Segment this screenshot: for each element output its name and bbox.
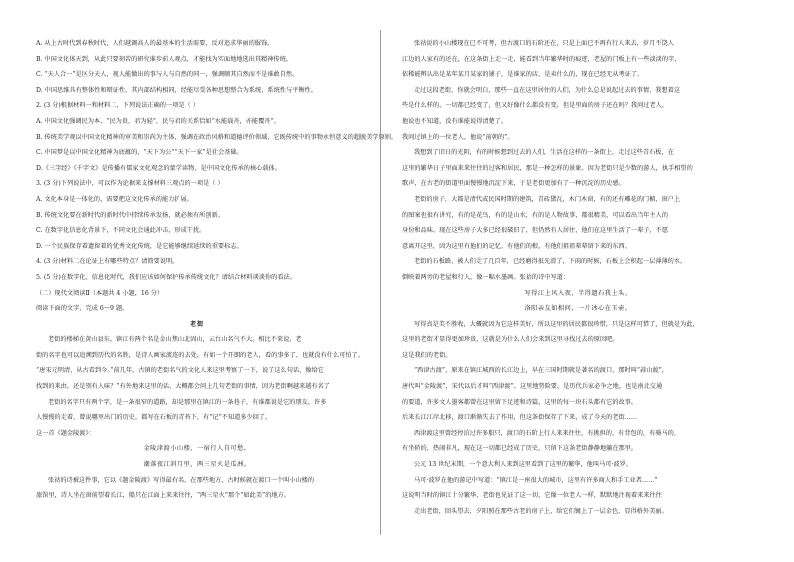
poem-line: 潮落夜江斜月里，两三星火是瓜洲。 [143,461,251,469]
text-line: 这是我们的老街。 [402,351,452,359]
text-line: A. 中国文化强调民为本，“民为贵，君为轻”，民与君的关系恰如“水能载舟，亦能覆舟”。 [36,117,280,125]
poem-line: 写得江上风入夜，半得遗石我上头。 [524,289,632,297]
text-line: 街的名字也可以追溯到历代的名胜，是诗人画家流连的去处，有如一个开朗的老人，看的事多了，也就没有什么可怕了。 [36,351,364,359]
text-line: D. 一个民族保存着遗留着的优秀文化传统，是它能够继续延续的重要标志。 [36,242,243,250]
text-line: 后来长江江岸北移，渡口渐渐失去了作用，但这条街保存了下来，成了今天的老街…… [402,414,638,422]
text-line: 张祜的诗被这件事，它以《题金陵渡》写得最有名，在那些地方，古时候就在渡口一个叫小山楼的 [48,476,315,484]
text-line: 的图案也很有讲究，有的是花鸟，有的是山水，有的是人物故事，都很精美，可以看出当年主人的 [402,211,669,219]
text-line: 这一首《题金陵渡》： [36,429,95,437]
text-line: 的要道，许多文人墨客都曾在这里留下足迹和诗篇，这里的每一块石头都有它的故事。 [402,398,638,406]
text-line: （二）现代文阅读Ⅱ（本题共 4 小题，16 分） [36,289,164,297]
article-title: 老街 [189,320,205,328]
text-line: C. 在数字化信息化背景下，不同文化会通此冲击，形成干扰。 [36,227,206,235]
text-line: 公元 13 世纪末期，一个意大利人来到这里看到了这里的繁华，他叫马可·波罗。 [414,461,632,469]
text-line: 歌声，在古老的街道里面慢慢地沉淀下来，于是老街更加有了一种沉淀的历史感。 [402,180,625,188]
text-line: 3. (3 分)下列说法中，可以作为论据来支撑材料三观点的一项是（ ） [36,180,224,188]
text-line: 些是什么样的，一切都已经变了，但又好像什么都没有变。但是里面的房子还在吗？我问过老人， [402,102,669,110]
text-line: C. 中国梦是以中国文化精神为底蕴的，“天下为公”“天下一家”是社会基础。 [36,149,243,157]
text-line: 江边的人家有的还在，在这条街上走一走，能看到当年繁华时的痕迹，老屋的门板上有一些淡淡的字， [402,55,681,63]
text-line: C. “天人合一”是区分天人，视人能做出的事与人与自然的同一，强调顺其自然而不是谁敢自然。 [36,71,299,79]
text-line: 西津渡这里曾经停泊过许多船只，渡口的石阶上行人来来往往，有挑担的，有背包的，有骑马的， [414,429,681,437]
text-line: 唐代叫“金陵渡”，宋代以后才叫“西津渡”。这里地势险要，是历代兵家必争之地，也是南北交通 [402,383,663,391]
text-line: 走过这段老街，你就会明白，那些一直在这里居住的人们，为什么总是说起过去的事情，我想着这 [414,86,681,94]
text-line: B. 中国文化体天到，从此只要刻苦的研究谁步前人观点，才能找为实面地地选出其精神传统。 [36,55,292,63]
text-line: A. 文化本身是一体化的，需要把这文化传承的能力扩展。 [36,195,193,203]
text-line: 找到的来由，还是别有人味？”有外地来这里的话，大概都会问上几句老街的事情，因为老街啊越来越有名了 [36,383,330,391]
text-line: 张祜说的小山楼现在已不可考，但古渡口的石阶还在，只是上面已不再有行人来去，岁月不饶人 [414,40,674,47]
text-line: 人慢慢的走着，曾说哪里出门的历史，都写在石板的青苔下，有“记”不知道多少回了。 [36,414,272,422]
text-line: 旅馆里，诗人坐在窗前望着长江，船只在江面上来来往往，“两三星火”那个“如此美”的地方。 [36,492,290,500]
text-line: 他说也不知道，没有谁能说得清楚了。 [402,117,508,125]
text-line: 2. (3 分)根据材料一和材料二，下列说法正确的一项是（ ） [36,102,199,110]
text-line: D.《三字经》《千字文》是传播有儒家文化观念的蒙学读物，是中国文化传承的核心载体。 [36,164,281,172]
poem-line: 金陵津渡小山楼，一宿行人自可愁。 [143,445,251,453]
text-line: D. 中国思维具有整体性和辩证性，其内部结构相同，经能尽受各种思想整合为系统、系统性与平衡性。 [36,86,317,94]
text-line: 老街的石板路，被人们走了几百年，已经磨得很光滑了，下雨的时候，石板上会积起一层薄薄的水， [414,258,687,266]
text-line: 走出老街，回头望去，夕阳照在那些古老的房子上，给它们镀上了一层金色，显得格外美丽。 [414,507,668,515]
text-line: 马可·波罗在他的游记中写道：“镇江是一座很大的城市，这里有许多商人和手工业者……” [414,476,658,484]
text-line: 老街的名字只有两个字，是一条很窄的道路，却是那里在镇江的一条巷子，有谁都说是它的朋友，许多 [48,398,327,406]
column-divider [380,30,381,535]
text-line: “唐宋元明清，从古看到今。”前几年，古镇的老街名气的文化人来这里考察了一下，说了这么句话，像给它 [36,367,324,375]
text-line: 有坐轿的，热闹非凡，现在这一切都已经成了历史，只留下这条老街静静地躺在那里。 [402,445,638,453]
text-line: 依稀能辨认出是某年某月某家的铺子，是谁家的店，是卖什么的，现在已经无从考证了。 [402,71,644,79]
text-line: “西津古渡”，原来在镇江城西的长江边上，早在三国时期就是著名的渡口，那时叫“蒜山渡”， [414,367,668,375]
text-line: 这里的老街才显得更加珍贵，这就是为什么人们会来到这里寻找过去的原因吧。 [402,336,619,344]
text-line: 倒映着两旁的老屋和行人，像一幅水墨画。张祜的诗中写道： [402,273,570,281]
text-line: 阅读下面的文字，完成 6～9 题。 [36,305,129,313]
text-line: 5. (5 分)在数字化、信息化时代，我们应该如何保护传承传统文化？请结合材料谈谈你的看法。 [36,273,296,281]
text-line: 写得真是美不胜收，大概就因为它这样美好，所以这里的居民都很珍惜，只是这样可惜了，但就是为此， [414,320,699,328]
text-line: A. 从上古时代到春秋时代，人们越调高人的最基本的生活需要，反对追求华丽的服饰。 [36,40,274,47]
text-line: 我想到了旧日的光阴，有的时候想到过去的人们，生活在这样的一条街上，走过这些青石板，在 [414,149,674,157]
left-column [36,36,398,504]
text-line: 身份和品味。现在这些房子大多已经很破旧了，但仍然有人居住，他们在这里生活了一辈子，不愿 [402,227,669,235]
text-line: 意离开这里，因为这里有他们的记忆，有他们的根，有他们祖祖辈辈留下来的东西。 [402,242,631,250]
text-line: 老街的房子，大都是清代或民国时期的建筑，青砖黛瓦，木门木窗，有的还有雕花的门楣，窗户上 [414,195,681,203]
text-line: B. 传统美学观以中国文化精神的审美和崇尚为主体，强调在政治风格和道德评价领域，它既传统中的事物永恒意义的超脱美学原则。 [36,133,398,141]
right-column [402,36,754,519]
poem-line: 洛阳亲友如相问，一片冰心在玉壶。 [524,305,632,313]
text-line: B. 传统文化要在新时代的新时代中持续传承发扬，就必须有所创新。 [36,211,224,219]
text-line: 4. (3 分)材料二在论证上有哪些特点？请简要说明。 [36,258,179,266]
text-line: 我问过镇上的一位老人，他说“前朝的”。 [402,133,514,141]
text-line: 这说明当时的镇江十分繁华，老街也见证了这一切，它像一位老人一样，默默地注视着来来往往 [402,492,662,500]
text-line: 老街的楼梯在黄山县东。镇江有两个名是金山焦山北固山，云台山名气不大。相比不来说，老 [48,336,302,344]
text-line: 这里的繁华日子里面来来往往的过客和居民，那是一种怎样的景象。因为老街只是少数的游人，执手相望的 [402,164,693,172]
